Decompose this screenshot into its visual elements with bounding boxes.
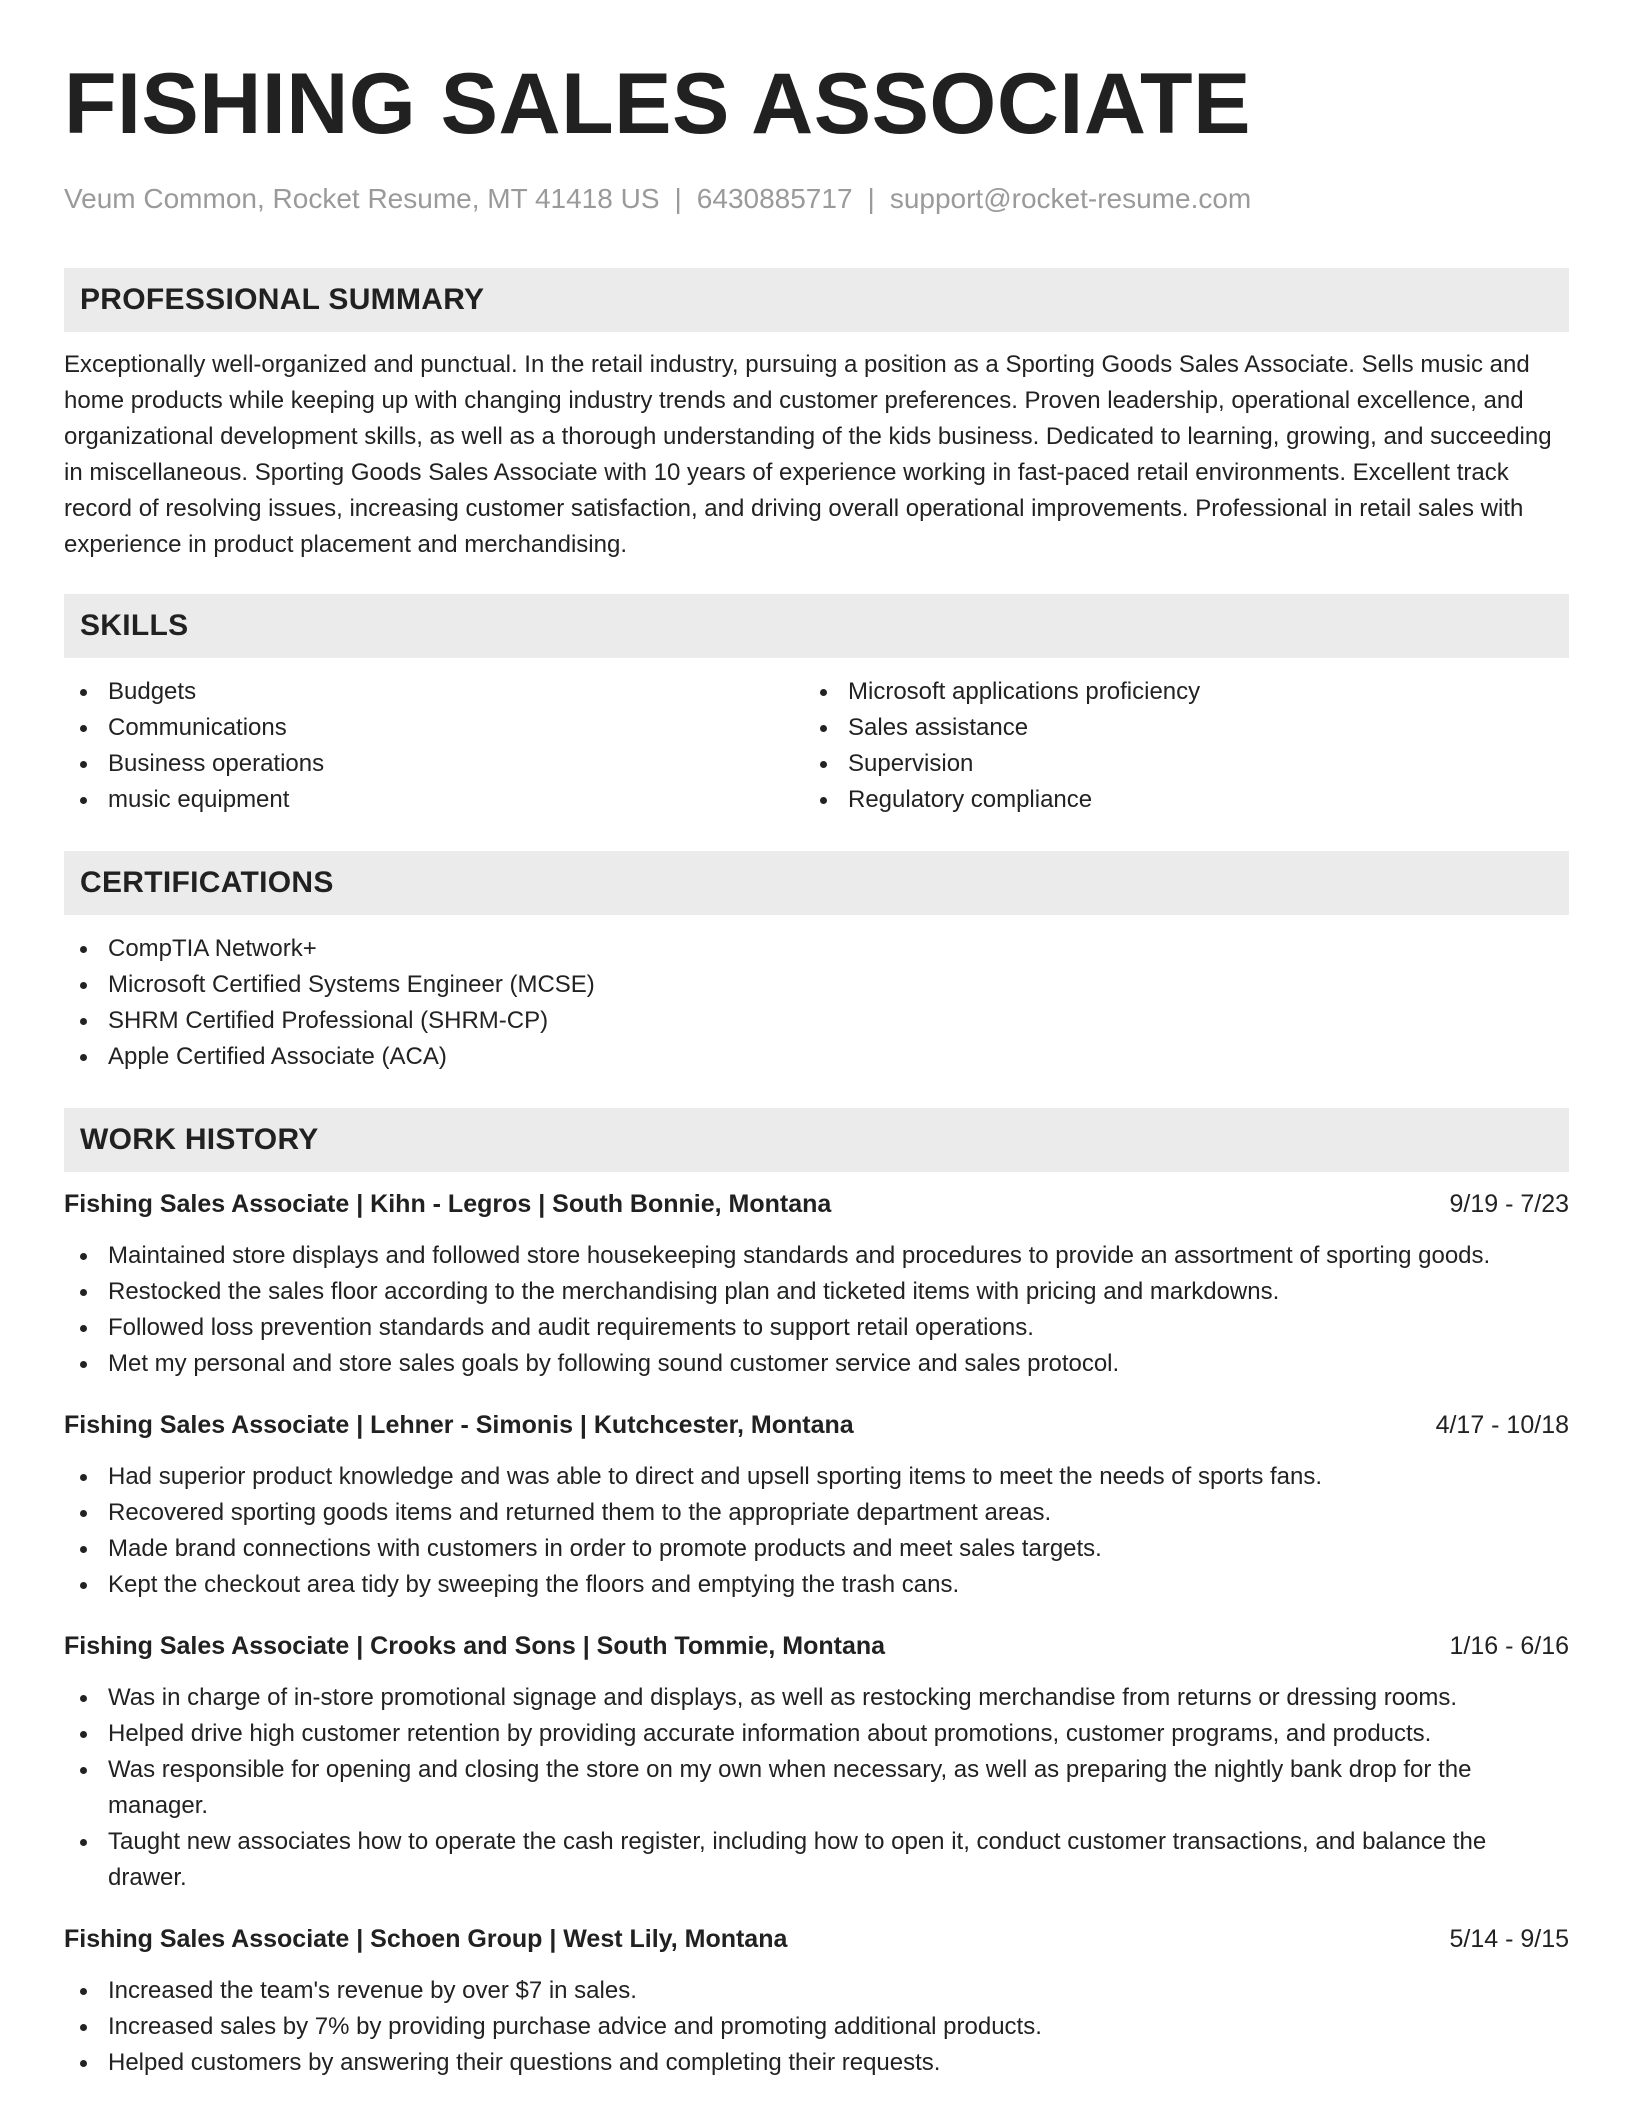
certification-item: Apple Certified Associate (ACA) <box>64 1039 1569 1075</box>
job-bullet: Was in charge of in-store promotional signage and displays, as well as restocking merchandise from returns or dressing rooms. <box>64 1680 1569 1716</box>
skill-item: Supervision <box>804 746 1544 782</box>
job-bullets <box>64 1238 1569 1382</box>
section-header-skills: SKILLS <box>64 594 1569 658</box>
skill-item: Budgets <box>64 674 804 710</box>
job-bullet: Maintained store displays and followed store housekeeping standards and procedures to provide an assortment of sporting goods. <box>64 1238 1569 1274</box>
resume-name: FISHING SALES ASSOCIATE <box>64 56 1251 152</box>
contact-line <box>64 182 1569 216</box>
job-bullet: Taught new associates how to operate the cash register, including how to open it, conduct customer transactions, and balance the drawer. <box>64 1824 1569 1896</box>
contact-address: Veum Common, Rocket Resume, MT 41418 US <box>64 183 660 214</box>
skill-item: Business operations <box>64 746 804 782</box>
skills-column-left <box>64 674 804 818</box>
job-bullet: Had superior product knowledge and was able to direct and upsell sporting items to meet the needs of sports fans. <box>64 1459 1569 1495</box>
contact-separator: | <box>867 183 875 214</box>
job-bullet: Recovered sporting goods items and returned them to the appropriate department areas. <box>64 1495 1569 1531</box>
certifications-list <box>64 931 1569 1075</box>
job-title: Fishing Sales Associate | Kihn - Legros | South Bonnie, Montana <box>64 1190 832 1218</box>
job-bullet: Followed loss prevention standards and audit requirements to support retail operations. <box>64 1310 1569 1346</box>
skill-item: music equipment <box>64 782 804 818</box>
job-bullet: Restocked the sales floor according to the merchandising plan and ticketed items with pricing and markdowns. <box>64 1274 1569 1310</box>
contact-email: support@rocket-resume.com <box>889 183 1252 214</box>
job-entry <box>64 1921 1569 2081</box>
job-bullet: Made brand connections with customers in order to promote products and meet sales targets. <box>64 1531 1569 1567</box>
skill-item: Regulatory compliance <box>804 782 1544 818</box>
job-bullet: Increased the team's revenue by over $7 in sales. <box>64 1973 1569 2009</box>
job-bullets <box>64 1973 1569 2081</box>
job-bullets <box>64 1680 1569 1896</box>
job-header <box>64 1921 1569 1957</box>
certification-item: CompTIA Network+ <box>64 931 1569 967</box>
job-header <box>64 1407 1569 1443</box>
job-bullet: Met my personal and store sales goals by following sound customer service and sales protocol. <box>64 1346 1569 1382</box>
section-header-certifications: CERTIFICATIONS <box>64 851 1569 915</box>
contact-separator: | <box>674 183 682 214</box>
skill-item: Sales assistance <box>804 710 1544 746</box>
job-title: Fishing Sales Associate | Schoen Group | West Lily, Montana <box>64 1925 788 1953</box>
skills-list <box>64 674 1569 818</box>
job-bullet: Kept the checkout area tidy by sweeping the floors and emptying the trash cans. <box>64 1567 1569 1603</box>
job-bullets <box>64 1459 1569 1603</box>
job-title: Fishing Sales Associate | Lehner - Simonis | Kutchcester, Montana <box>64 1411 854 1439</box>
job-dates: 4/17 - 10/18 <box>1435 1411 1569 1439</box>
job-bullet: Was responsible for opening and closing the store on my own when necessary, as well as preparing the nightly bank drop for the manager. <box>64 1752 1569 1824</box>
certification-item: SHRM Certified Professional (SHRM-CP) <box>64 1003 1569 1039</box>
job-header <box>64 1628 1569 1664</box>
section-header-work-history: WORK HISTORY <box>64 1108 1569 1172</box>
skills-column-right <box>804 674 1544 818</box>
job-dates: 5/14 - 9/15 <box>1449 1925 1569 1953</box>
contact-phone: 6430885717 <box>696 183 853 214</box>
job-bullet: Helped customers by answering their questions and completing their requests. <box>64 2045 1569 2081</box>
certification-item: Microsoft Certified Systems Engineer (MCSE) <box>64 967 1569 1003</box>
job-bullet: Increased sales by 7% by providing purchase advice and promoting additional products. <box>64 2009 1569 2045</box>
job-entry <box>64 1628 1569 1896</box>
job-dates: 1/16 - 6/16 <box>1449 1632 1569 1660</box>
job-title: Fishing Sales Associate | Crooks and Sons | South Tommie, Montana <box>64 1632 886 1660</box>
job-dates: 9/19 - 7/23 <box>1449 1190 1569 1218</box>
job-entry <box>64 1407 1569 1603</box>
section-header-summary: PROFESSIONAL SUMMARY <box>64 268 1569 332</box>
job-entry <box>64 1186 1569 1382</box>
job-header <box>64 1186 1569 1222</box>
skill-item: Communications <box>64 710 804 746</box>
summary-text: Exceptionally well-organized and punctual. In the retail industry, pursuing a position as a Sporting Goods Sales Associate. Sells music and home products while keeping up with changing industry trends and customer preferences. Proven leadership, operational excellence, and organizational development skills, as well as a thorough understanding of the kids business. Dedicated to learning, growing, and succeeding in miscellaneous. Sporting Goods Sales Associate with 10 years of experience working in fast-paced retail environments. Excellent track record of resolving issues, increasing customer satisfaction, and driving overall operational improvements. Professional in retail sales with experience in product placement and merchandising. <box>64 351 1552 558</box>
job-bullet: Helped drive high customer retention by providing accurate information about promotions, customer programs, and products. <box>64 1716 1569 1752</box>
skill-item: Microsoft applications proficiency <box>804 674 1544 710</box>
